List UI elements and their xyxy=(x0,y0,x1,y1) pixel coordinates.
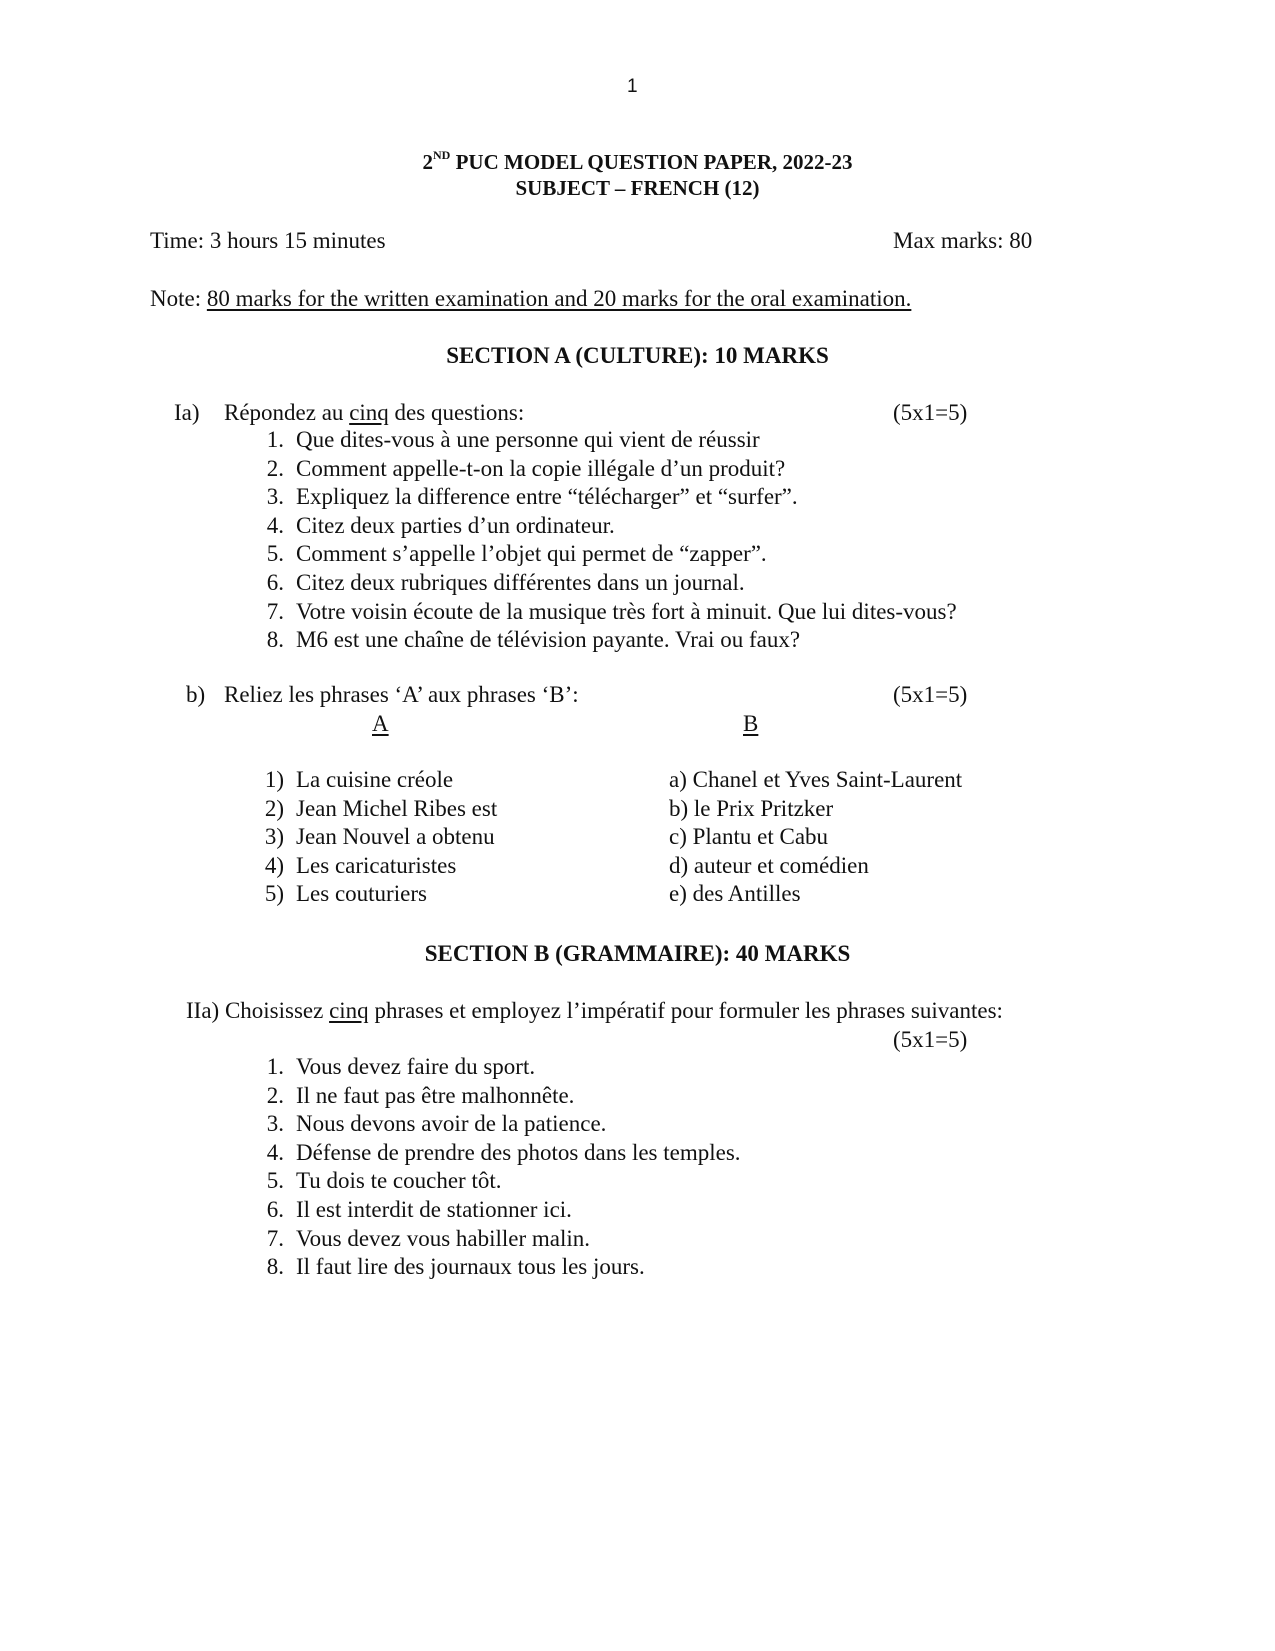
prompt-text: des questions: xyxy=(388,400,525,425)
note-label: Note: xyxy=(150,286,207,311)
paper-subject: SUBJECT – FRENCH (12) xyxy=(515,176,760,200)
list-item xyxy=(248,823,497,852)
item-text: Il est interdit de stationner ici. xyxy=(296,1196,572,1222)
question-iia xyxy=(186,998,1003,1024)
list-item xyxy=(248,766,497,795)
item-number: 8. xyxy=(266,1254,284,1280)
item-number: 1) xyxy=(264,767,284,792)
item-text: Les couturiers xyxy=(296,881,427,907)
prompt-underlined: cinq xyxy=(349,400,389,425)
question-iia-list xyxy=(248,1053,741,1282)
item-text: Comment s’appelle l’objet qui permet de “zapper”. xyxy=(296,541,767,567)
list-item: b) le Prix Pritzker xyxy=(669,795,834,821)
list-item xyxy=(248,795,497,824)
list-item xyxy=(248,1167,741,1196)
question-ia-list xyxy=(248,426,957,655)
column-a-header: A xyxy=(372,711,389,736)
item-number: 3) xyxy=(264,824,284,850)
item-text: La cuisine créole xyxy=(296,767,454,792)
question-ia-label: Ia) xyxy=(174,400,200,425)
item-number: 4. xyxy=(266,1139,284,1165)
list-item xyxy=(248,852,497,881)
item-number: 2) xyxy=(264,795,284,821)
item-text: Défense de prendre des photos dans les temples. xyxy=(296,1139,741,1165)
time-allowed: Time: 3 hours 15 minutes xyxy=(150,228,386,253)
question-ia-marks: (5x1=5) xyxy=(893,400,968,425)
list-item xyxy=(248,426,957,455)
question-ia-prompt xyxy=(224,400,524,426)
max-marks: Max marks: 80 xyxy=(893,228,1033,253)
item-text: Expliquez la difference entre “télécharger” et “surfer”. xyxy=(296,484,798,510)
item-number: 4. xyxy=(266,512,284,538)
title-superscript: ND xyxy=(433,148,451,162)
item-number: 7. xyxy=(266,598,284,624)
item-number: 3. xyxy=(266,484,284,510)
prompt-text: Répondez au xyxy=(224,400,350,425)
list-item xyxy=(248,1053,741,1082)
section-b-heading: SECTION B (GRAMMAIRE): 40 MARKS xyxy=(424,941,851,966)
item-text: Vous devez faire du sport. xyxy=(296,1054,536,1079)
item-text: Jean Nouvel a obtenu xyxy=(296,824,495,850)
item-text: Vous devez vous habiller malin. xyxy=(296,1225,591,1251)
list-item xyxy=(248,626,957,655)
item-number: 1. xyxy=(266,427,284,452)
prompt-underlined: cinq xyxy=(329,998,369,1023)
item-number: 3. xyxy=(266,1111,284,1137)
list-item: c) Plantu et Cabu xyxy=(669,824,829,850)
question-ib-label: b) xyxy=(186,682,206,707)
item-number: 5. xyxy=(266,1168,284,1194)
question-ib-prompt: Reliez les phrases ‘A’ aux phrases ‘B’: xyxy=(224,682,579,707)
list-item xyxy=(248,1225,741,1254)
item-number: 2. xyxy=(266,1082,284,1108)
item-number: 7. xyxy=(266,1225,284,1251)
item-number: 8. xyxy=(266,627,284,653)
item-text: Nous devons avoir de la patience. xyxy=(296,1111,607,1137)
item-number: 4) xyxy=(264,852,284,878)
item-number: 2. xyxy=(266,455,284,481)
title-prefix: 2 xyxy=(422,150,433,174)
column-b-header: B xyxy=(743,711,759,736)
note-text: 80 marks for the written examination and 20 marks for the oral examination. xyxy=(206,286,912,311)
list-item xyxy=(248,598,957,627)
section-a-heading: SECTION A (CULTURE): 10 MARKS xyxy=(446,343,829,368)
list-item: a) Chanel et Yves Saint-Laurent xyxy=(669,767,963,792)
list-item xyxy=(248,1082,741,1111)
match-column-b xyxy=(669,766,962,909)
list-item xyxy=(248,1196,741,1225)
item-text: Les caricaturistes xyxy=(296,852,457,878)
note xyxy=(150,286,911,312)
item-text: Il faut lire des journaux tous les jours. xyxy=(296,1254,645,1280)
title-rest: PUC MODEL QUESTION PAPER, 2022-23 xyxy=(450,150,853,174)
prompt-text: Choisissez xyxy=(219,998,330,1023)
item-number: 1. xyxy=(266,1054,284,1079)
item-number: 6. xyxy=(266,569,284,595)
question-iia-label: IIa) xyxy=(186,998,220,1023)
list-item xyxy=(248,455,957,484)
item-number: 5. xyxy=(266,541,284,567)
match-column-a xyxy=(248,766,497,909)
prompt-text: phrases et employez l’impératif pour formuler les phrases suivantes: xyxy=(368,998,1003,1023)
question-iia-marks: (5x1=5) xyxy=(893,1027,968,1052)
list-item: d) auteur et comédien xyxy=(669,852,869,878)
item-text: Citez deux rubriques différentes dans un journal. xyxy=(296,569,745,595)
item-text: Votre voisin écoute de la musique très fort à minuit. Que lui dites-vous? xyxy=(296,598,957,624)
item-text: Il ne faut pas être malhonnête. xyxy=(296,1082,575,1108)
list-item xyxy=(248,1110,741,1139)
page-number: 1 xyxy=(627,76,638,97)
list-item xyxy=(248,1139,741,1168)
list-item xyxy=(248,880,497,909)
paper-title xyxy=(0,150,1275,175)
list-item xyxy=(248,483,957,512)
question-ib-marks: (5x1=5) xyxy=(893,682,968,707)
item-text: M6 est une chaîne de télévision payante. Vrai ou faux? xyxy=(296,627,801,653)
list-item xyxy=(248,540,957,569)
item-text: Comment appelle-t-on la copie illégale d’un produit? xyxy=(296,455,786,481)
item-text: Jean Michel Ribes est xyxy=(296,795,498,821)
list-item xyxy=(248,569,957,598)
list-item xyxy=(248,1253,741,1282)
item-number: 5) xyxy=(264,881,284,907)
item-text: Que dites-vous à une personne qui vient de réussir xyxy=(296,427,760,452)
item-text: Tu dois te coucher tôt. xyxy=(296,1168,502,1194)
list-item: e) des Antilles xyxy=(669,881,801,907)
item-number: 6. xyxy=(266,1196,284,1222)
list-item xyxy=(248,512,957,541)
item-text: Citez deux parties d’un ordinateur. xyxy=(296,512,615,538)
